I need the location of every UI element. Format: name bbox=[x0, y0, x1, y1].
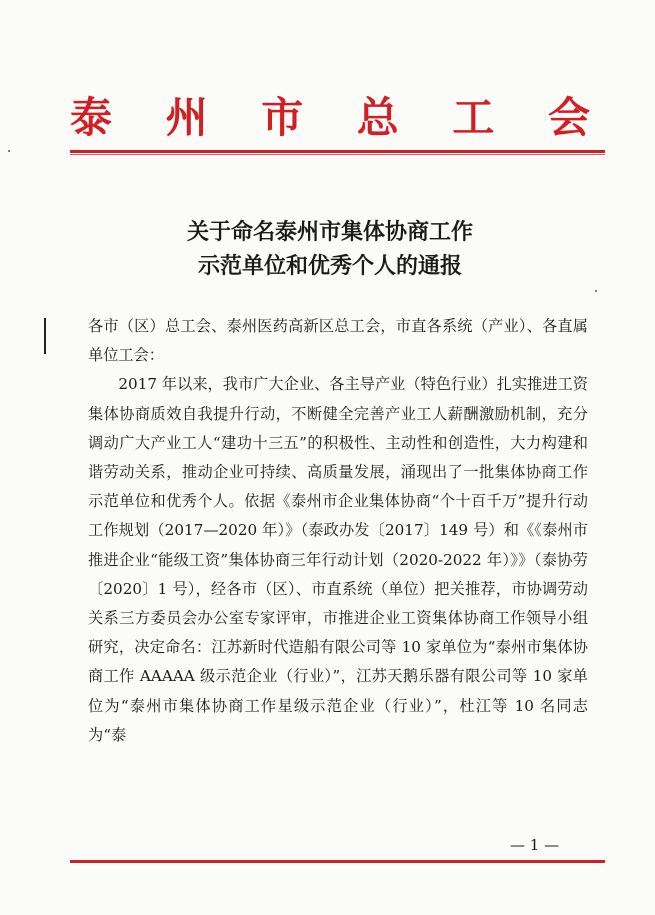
masthead-char: 总 bbox=[356, 93, 399, 142]
header-red-rule-thin bbox=[70, 154, 605, 155]
masthead-char: 会 bbox=[547, 93, 590, 142]
title-line-2: 示范单位和优秀个人的通报 bbox=[197, 253, 462, 279]
scan-speck bbox=[595, 290, 597, 292]
title-line-1: 关于命名泰州市集体协商工作 bbox=[186, 219, 473, 245]
header-red-rule bbox=[70, 150, 605, 153]
binding-mark bbox=[44, 318, 46, 354]
scan-speck bbox=[8, 150, 10, 152]
page-number: — 1 — bbox=[510, 836, 560, 854]
salutation: 各市（区）总工会、泰州医药高新区总工会，市直各系统（产业）、各直属单位工会： bbox=[88, 317, 588, 365]
masthead-char: 工 bbox=[452, 93, 495, 142]
document-body bbox=[88, 312, 588, 750]
document-title bbox=[100, 215, 560, 283]
footer-red-rule bbox=[70, 860, 605, 863]
masthead-char: 州 bbox=[165, 93, 208, 142]
masthead-char: 市 bbox=[261, 93, 304, 142]
masthead-char: 泰 bbox=[70, 93, 113, 142]
body-paragraph: 2017 年以来，我市广大企业、各主导产业（特色行业）扎实推进工资集体协商质效自我提升行动，不断健全完善产业工人薪酬激励机制，充分调动广大产业工人“建功十三五”的积极性、主动性和创造性，大力构建和谐劳动关系，推动企业可持续、高质量发展，涌现出了一批集体协商工作示范单位和优秀个人。依据《泰州市企业集体协商“个十百千万”提升行动工作规划（2017—2020 年）》（泰政办发〔2017〕149 号）和《《泰州市推进企业“能级工资”集体协商三年行动计划（2020-2022 年）》》（泰协劳〔2020〕1 号），经各市（区）、市直系统（单位）把关推荐，市协调劳动关系三方委员会办公室专家评审，市推进企业工资集体协商工作领导小组研究，决定命名：江苏新时代造船有限公司等 10 家单位为“泰州市集体协商工作 AAAAA 级示范企业（行业）”，江苏天鹅乐器有限公司等 10 家单位为“泰州市集体协商工作星级示范企业（行业）”，杜江等 10 名同志为“泰 bbox=[88, 375, 588, 744]
masthead-org-name bbox=[70, 85, 590, 145]
